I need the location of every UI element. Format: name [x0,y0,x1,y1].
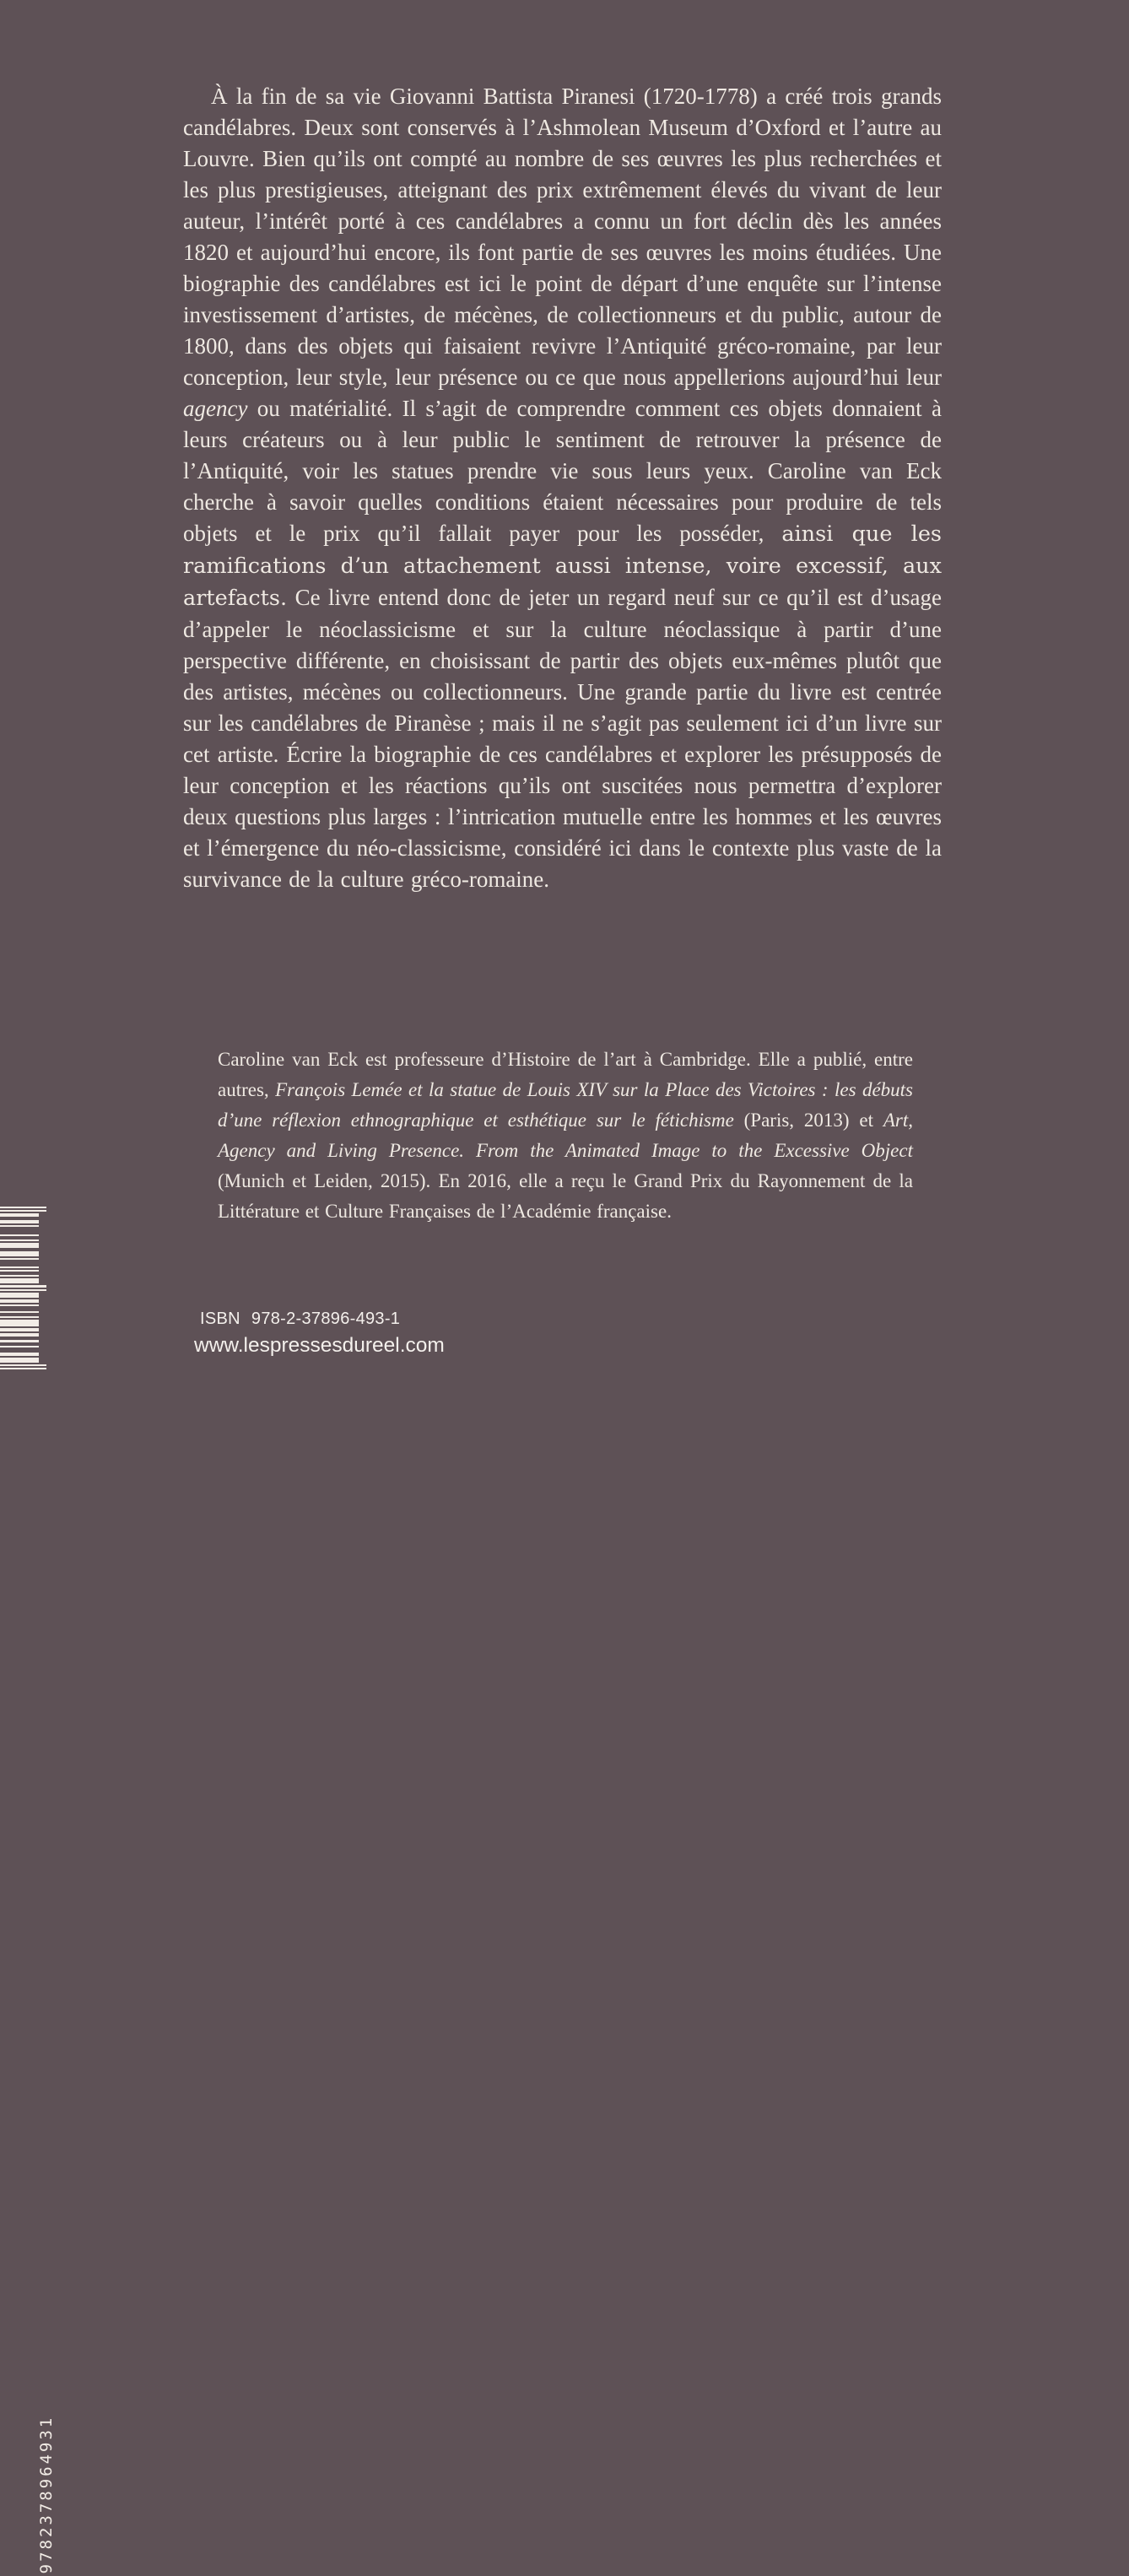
isbn-label: ISBN [200,1310,240,1328]
author-bio [218,1045,913,1227]
text-segment: ainsi que les ramifications d’un attachement aussi intense, voire excessif, aux artefacts. [183,521,942,611]
text-segment: François Lemée et la statue de Louis XIV sur la Place des Victoires : les débuts d’une réflexion ethnographique et esthétique sur le fétichisme [218,1079,914,1131]
text-segment: (Munich et Leiden, 2015). En 2016, elle a reçu le Grand Prix du Rayonnement de la Littérature et Culture Françaises de l’Académie française. [218,1170,913,1222]
publisher-website: www.lespressesdureel.com [194,1334,445,1357]
text-segment: (Paris, 2013) et [733,1110,883,1131]
isbn-line [200,1310,400,1329]
text-segment: Art, Agency and Living Presence. From the Animated Image to the Excessive Object [218,1110,913,1161]
barcode-number: 9782378964931 [37,2415,56,2574]
text-segment: Caroline van Eck est professeure d’Histoire de l’art à Cambridge. Elle a publié, entre autres, [218,1049,913,1100]
blurb-paragraph [183,81,942,895]
text-segment: À la fin de sa vie Giovanni Battista Piranesi (1720-1778) a créé trois grands candélabres. Deux sont conservés à l’Ashmolean Museum d’Oxford et l’autre au Louvre. Bien qu’ils ont compté au nombre de ses œuvres les plus recherchées et les plus prestigieuses, atteignant des prix extrêmement élevés du vivant de leur auteur, l’intérêt porté à ces candélabres a connu un fort déclin dès les années 1820 et aujourd’hui encore, ils font partie de ses œuvres les moins étudiées. Une biographie des candélabres est ici le point de départ d’une enquête sur l’intense investissement d’artistes, de mécènes, de collectionneurs et du public, autour de 1800, dans des objets qui faisaient revivre l’Antiquité gréco-romaine, par leur conception, leur style, leur présence ou ce que nous appellerions aujourd’hui leur [183,84,942,390]
text-segment: Ce livre entend donc de jeter un regard neuf sur ce qu’il est d’usage d’appeler le néoclassicisme et sur la culture néoclassique à partir d’une perspective différente, en choisissant de partir des objets eux-mêmes plutôt que des artistes, mécènes ou collectionneurs. Une grande partie du livre est centrée sur les candélabres de Piranèse ; mais il ne s’agit pas seulement ici d’un livre sur cet artiste. Écrire la biographie de ces candélabres et explorer les présupposés de leur conception et les réactions qu’ils ont suscitées nous permettra d’explorer deux questions plus larges : l’intrication mutuelle entre les hommes et les œuvres et l’émergence du néo-classicisme, considéré ici dans le contexte plus vaste de la survivance de la culture gréco-romaine. [183,585,942,892]
barcode-bar [0,1368,46,1369]
text-segment: ou matérialité. Il s’agit de comprendre comment ces objets donnaient à leurs créateurs ou à leur public le sentiment de retrouver la présence de l’Antiquité, voir les statues prendre vie sous leurs yeux. Caroline van Eck cherche à savoir quelles conditions étaient nécessaires pour produire de tels objets et le prix qu’il fallait payer pour les posséder, [183,396,942,546]
barcode [0,1207,59,2574]
barcode-bars [0,1207,47,1369]
isbn-number: 978-2-37896-493-1 [251,1310,401,1328]
text-segment: agency [183,396,248,421]
